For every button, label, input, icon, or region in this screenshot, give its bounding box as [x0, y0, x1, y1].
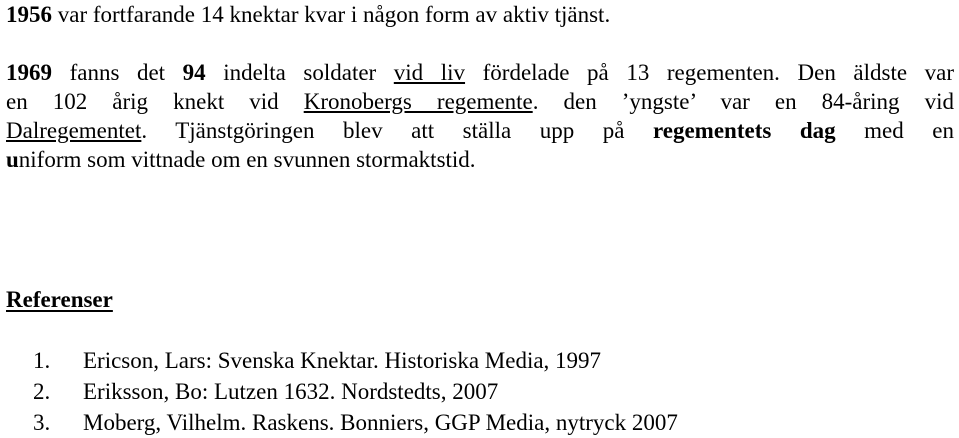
paragraph-1969-line-3: Dalregementet. Tjänstgöringen blev att ställa upp på regementets dag med en: [6, 118, 954, 143]
paragraph-1956: [6, 0, 610, 29]
reference-item: [33, 345, 678, 376]
paragraph-1956-text: var fortfarande 14 knektar kvar i någon form av aktiv tjänst.: [52, 2, 611, 27]
link-dalregementet[interactable]: Dalregementet: [6, 118, 142, 143]
references-list: [33, 345, 678, 438]
reference-item: [33, 407, 678, 438]
reference-text: Moberg, Vilhelm. Raskens. Bonniers, GGP Media, nytryck 2007: [83, 410, 678, 435]
reference-item: [33, 376, 678, 407]
paragraph-1969-line-4: uniform som vittnade om en svunnen stormaktstid.: [6, 147, 476, 172]
reference-number: 3.: [33, 410, 51, 435]
paragraph-1969: [6, 58, 954, 174]
link-vid-liv[interactable]: vid liv: [393, 60, 466, 85]
link-kronobergs-regemente[interactable]: Kronobergs regemente: [303, 89, 533, 114]
year-1969: 1969: [6, 60, 52, 85]
year-1956: 1956: [6, 2, 52, 27]
regementets-dag: regementets dag: [652, 118, 836, 143]
reference-number: 2.: [33, 379, 51, 404]
reference-text: Ericson, Lars: Svenska Knektar. Historiska Media, 1997: [83, 348, 602, 373]
references-heading: Referenser: [6, 287, 113, 312]
reference-text: Eriksson, Bo: Lutzen 1632. Nordstedts, 2007: [83, 379, 499, 404]
paragraph-1969-line-1: 1969 fanns det 94 indelta soldater vid liv fördelade på 13 regementen. Den äldste var: [6, 60, 954, 85]
paragraph-1969-line-2: en 102 årig knekt vid Kronobergs regemente. den ’yngste’ var en 84-åring vid: [6, 89, 954, 114]
soldier-count: 94: [182, 60, 206, 85]
reference-number: 1.: [33, 348, 51, 373]
